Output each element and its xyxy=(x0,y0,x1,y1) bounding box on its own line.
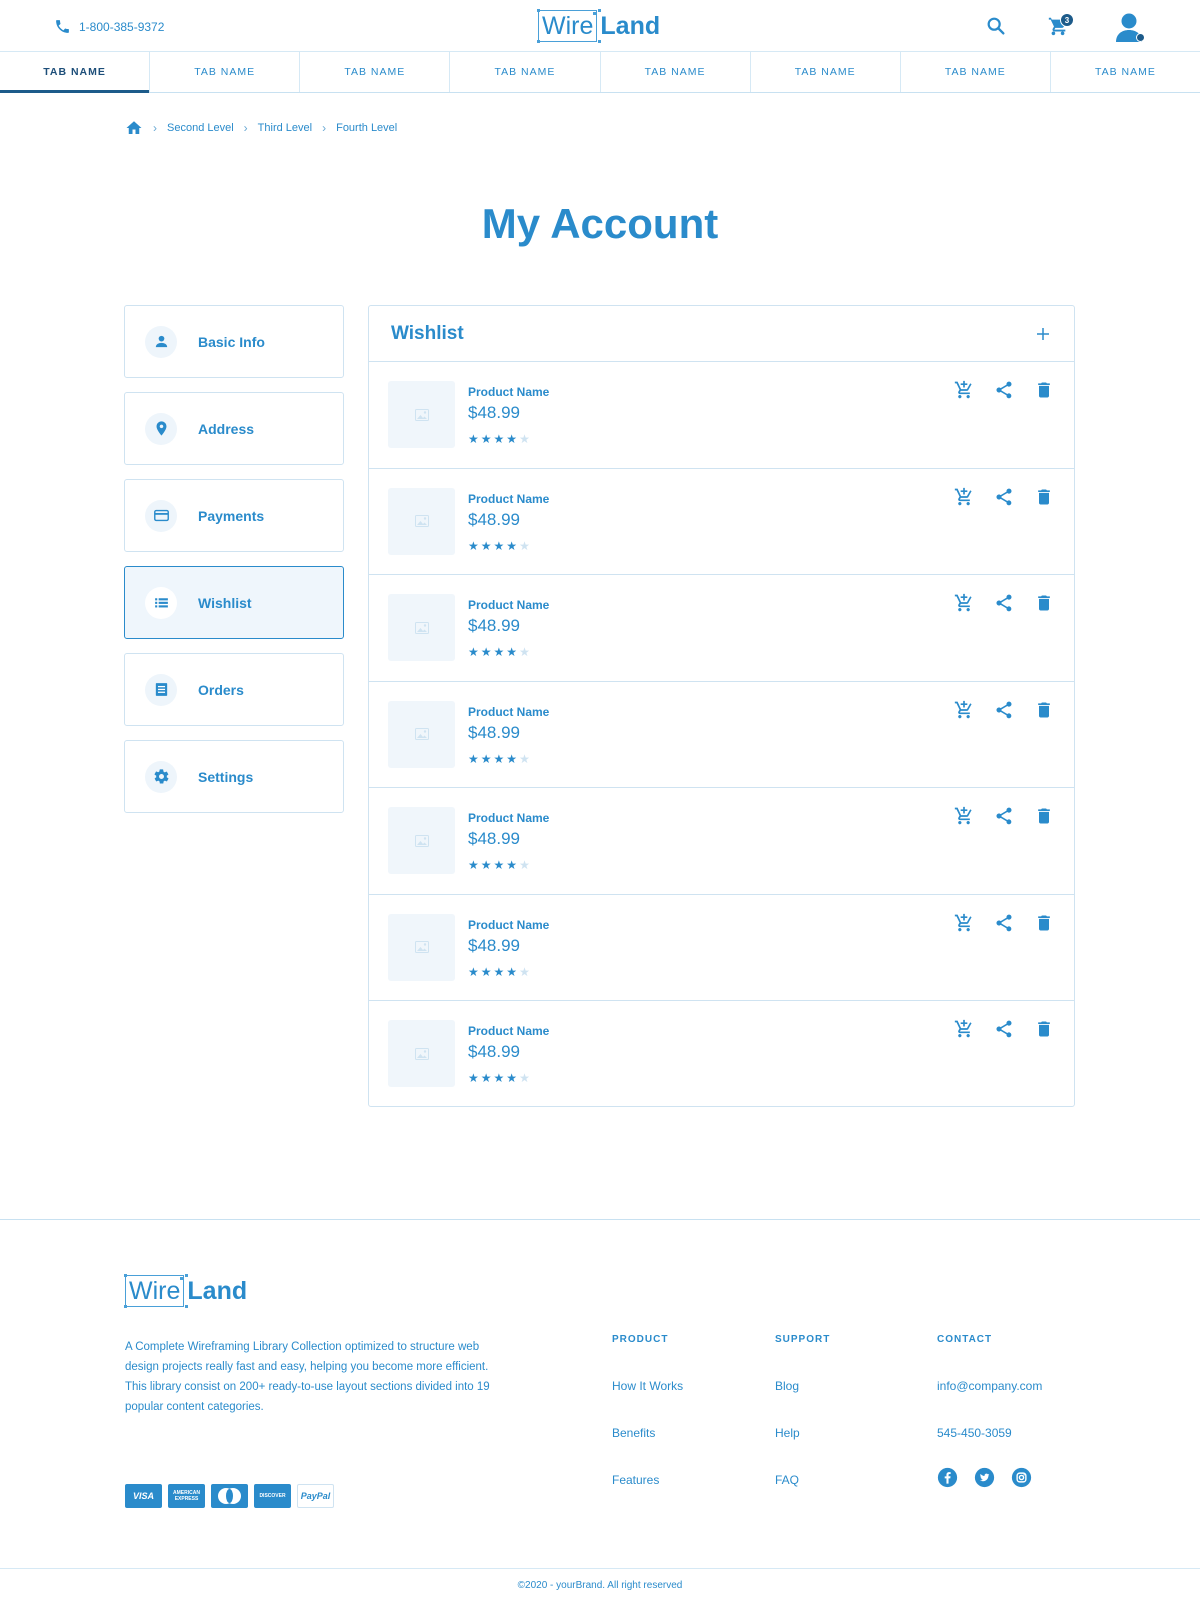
wishlist-item xyxy=(369,469,1074,576)
product-name[interactable]: Product Name xyxy=(468,917,550,932)
footer-column-heading: PRODUCT xyxy=(612,1334,669,1345)
trash-icon[interactable] xyxy=(1034,593,1054,613)
rating-star-icon: ★ xyxy=(480,538,492,553)
product-price: $48.99 xyxy=(468,1042,520,1061)
rating-star-icon: ★ xyxy=(506,538,518,553)
product-thumbnail[interactable] xyxy=(388,914,455,981)
wishlist-item xyxy=(369,1001,1074,1108)
trash-icon[interactable] xyxy=(1034,1019,1054,1039)
rating-star-icon: ★ xyxy=(468,751,479,766)
image-placeholder-icon xyxy=(415,835,429,847)
rating-star-icon: ★ xyxy=(493,538,505,553)
phone-contact[interactable] xyxy=(54,18,164,35)
product-price: $48.99 xyxy=(468,829,520,848)
page-title: My Account xyxy=(481,200,719,247)
home-icon[interactable] xyxy=(125,119,143,137)
credit-card-icon xyxy=(145,500,177,532)
rating-star-icon: ★ xyxy=(468,858,479,872)
tab-7[interactable]: TAB NAME xyxy=(901,52,1051,92)
rating-star-icon: ★ xyxy=(480,645,492,659)
footer-contact-email[interactable]: info@company.com xyxy=(937,1379,1043,1393)
footer-product-column xyxy=(612,1334,683,1520)
rating-star-icon: ★ xyxy=(519,645,530,659)
product-rating xyxy=(468,1072,530,1084)
product-thumbnail[interactable] xyxy=(388,1020,455,1087)
product-name[interactable]: Product Name xyxy=(468,385,550,399)
breadcrumb-separator: › xyxy=(243,121,248,135)
footer-logo-wire-text: Wire xyxy=(125,1275,184,1307)
location-pin-icon xyxy=(145,413,177,445)
menu-label: Basic Info xyxy=(198,333,265,350)
item-actions xyxy=(954,593,1054,613)
tab-8[interactable]: TAB NAME xyxy=(1094,66,1156,78)
product-rating xyxy=(468,540,530,552)
person-icon xyxy=(145,326,177,358)
image-placeholder-icon xyxy=(415,409,429,421)
tab-4[interactable]: TAB NAME xyxy=(450,52,600,92)
product-thumbnail[interactable] xyxy=(388,701,455,768)
breadcrumb xyxy=(125,119,397,137)
add-to-cart-icon[interactable] xyxy=(954,700,974,720)
rating-star-icon: ★ xyxy=(493,964,505,979)
wishlist-item xyxy=(369,895,1074,1002)
trash-icon[interactable] xyxy=(1034,913,1054,933)
rating-star-icon: ★ xyxy=(468,964,479,979)
item-actions xyxy=(954,806,1054,826)
product-name[interactable]: Product Name xyxy=(468,598,550,612)
product-price: $48.99 xyxy=(468,935,520,955)
product-rating xyxy=(468,433,530,445)
phone-icon xyxy=(54,18,71,35)
breadcrumb-second-level[interactable]: Second Level xyxy=(167,122,234,134)
share-icon[interactable] xyxy=(994,593,1014,613)
product-rating xyxy=(468,753,530,765)
trash-icon[interactable] xyxy=(1034,487,1054,507)
product-price: $48.99 xyxy=(468,403,520,422)
menu-item-basic-info[interactable] xyxy=(124,305,344,378)
trash-icon[interactable] xyxy=(1034,806,1054,826)
wishlist-item xyxy=(369,788,1074,895)
share-icon[interactable] xyxy=(994,700,1014,720)
rating-star-icon: ★ xyxy=(506,964,518,979)
add-to-cart-icon[interactable] xyxy=(954,1019,974,1039)
product-price: $48.99 xyxy=(468,722,520,742)
rating-star-icon: ★ xyxy=(493,751,505,766)
image-placeholder-icon xyxy=(415,622,429,634)
instagram-icon[interactable] xyxy=(1011,1467,1032,1488)
footer-contact-phone[interactable]: 545-450-3059 xyxy=(937,1426,1012,1440)
item-actions xyxy=(954,380,1054,400)
add-to-cart-icon[interactable] xyxy=(954,806,974,826)
rating-star-icon: ★ xyxy=(468,1071,479,1085)
mastercard-icon xyxy=(211,1484,248,1508)
image-placeholder-icon xyxy=(415,1048,429,1060)
wishlist-panel xyxy=(368,305,1075,1107)
footer-column-heading: SUPPORT xyxy=(775,1334,831,1345)
breadcrumb-third-level[interactable]: Third Level xyxy=(257,122,313,134)
rating-star-icon: ★ xyxy=(519,432,530,446)
menu-item-settings[interactable] xyxy=(124,740,344,813)
rating-star-icon: ★ xyxy=(493,645,505,659)
tab-1[interactable]: TAB NAME xyxy=(0,52,150,92)
rating-star-icon: ★ xyxy=(493,1071,505,1085)
add-to-cart-icon[interactable] xyxy=(954,487,974,507)
footer-description: A Complete Wireframing Library Collection optimized to structure web design projects really fast and easy, helping you become more efficient. This library consist on 200+ ready-to-use layout sections divided into 19 popular content categories. xyxy=(125,1341,490,1413)
phone-number: 1-800-385-9372 xyxy=(79,19,165,34)
rating-star-icon: ★ xyxy=(519,538,530,553)
facebook-icon[interactable] xyxy=(937,1467,958,1488)
product-rating xyxy=(468,646,530,658)
amex-card-icon: AMERICAN EXPRESS xyxy=(168,1484,205,1508)
footer xyxy=(0,1219,1200,1601)
footer-link-faq[interactable]: FAQ xyxy=(775,1473,800,1487)
image-placeholder-icon xyxy=(415,515,429,527)
wishlist-items xyxy=(369,362,1074,1108)
payment-methods xyxy=(125,1484,334,1508)
wishlist-item xyxy=(369,362,1074,469)
product-thumbnail[interactable] xyxy=(388,381,455,448)
footer-link-help[interactable]: Help xyxy=(775,1426,800,1440)
item-actions xyxy=(954,1019,1054,1039)
paypal-icon: PayPal xyxy=(297,1484,334,1508)
rating-star-icon: ★ xyxy=(506,858,518,872)
footer-logo-land-text: Land xyxy=(187,1277,248,1305)
gear-icon xyxy=(145,761,177,793)
logo-wire-text: Wire xyxy=(538,10,597,42)
image-placeholder-icon xyxy=(415,941,429,953)
menu-label: Settings xyxy=(198,768,254,785)
image-placeholder-icon xyxy=(415,728,429,740)
item-actions xyxy=(954,700,1054,720)
rating-star-icon: ★ xyxy=(480,751,492,766)
wishlist-header xyxy=(369,306,1074,362)
online-status-dot xyxy=(1136,33,1145,42)
trash-icon[interactable] xyxy=(1034,380,1054,400)
breadcrumb-fourth-level[interactable]: Fourth Level xyxy=(336,122,398,134)
product-price: $48.99 xyxy=(468,509,520,529)
rating-star-icon: ★ xyxy=(468,645,479,659)
tab-5[interactable]: TAB NAME xyxy=(601,52,751,92)
footer-link-benefits[interactable]: Benefits xyxy=(612,1426,656,1440)
product-thumbnail[interactable] xyxy=(388,807,455,874)
wishlist-item xyxy=(369,682,1074,789)
share-icon[interactable] xyxy=(994,1019,1014,1039)
rating-star-icon: ★ xyxy=(506,751,518,766)
breadcrumb-separator: › xyxy=(322,121,327,135)
add-to-cart-icon[interactable] xyxy=(954,593,974,613)
add-to-cart-icon[interactable] xyxy=(954,913,974,933)
product-thumbnail[interactable] xyxy=(388,488,455,555)
product-price: $48.99 xyxy=(468,616,520,635)
product-rating xyxy=(468,966,530,978)
twitter-icon[interactable] xyxy=(974,1467,995,1488)
footer-link-blog[interactable]: Blog xyxy=(775,1379,800,1393)
menu-label: Address xyxy=(198,420,255,437)
menu-item-payments[interactable] xyxy=(124,479,344,552)
brand-logo[interactable] xyxy=(538,10,660,42)
menu-item-wishlist[interactable] xyxy=(124,566,344,639)
visa-card-icon: VISA xyxy=(125,1484,162,1508)
rating-star-icon: ★ xyxy=(468,538,479,553)
account-side-menu xyxy=(124,305,344,827)
rating-star-icon: ★ xyxy=(506,432,518,446)
cart-count-badge: 3 xyxy=(1060,13,1074,27)
rating-star-icon: ★ xyxy=(468,432,479,446)
trash-icon[interactable] xyxy=(1034,700,1054,720)
tab-6[interactable]: TAB NAME xyxy=(751,52,901,92)
menu-label: Orders xyxy=(198,681,244,698)
menu-label: Payments xyxy=(198,507,265,524)
share-icon[interactable] xyxy=(994,487,1014,507)
breadcrumb-separator: › xyxy=(153,121,157,135)
rating-star-icon: ★ xyxy=(480,858,492,872)
document-icon xyxy=(145,674,177,706)
discover-card-icon: DISCOVER xyxy=(254,1484,291,1508)
top-header xyxy=(0,0,1200,52)
share-icon[interactable] xyxy=(994,806,1014,826)
rating-star-icon: ★ xyxy=(519,964,530,979)
rating-star-icon: ★ xyxy=(506,645,518,659)
social-links xyxy=(937,1467,1042,1488)
item-actions xyxy=(954,913,1054,933)
footer-contact-column xyxy=(937,1334,1042,1488)
menu-item-address[interactable] xyxy=(124,392,344,465)
tab-3[interactable]: TAB NAME xyxy=(300,52,450,92)
product-name[interactable]: Product Name xyxy=(468,811,550,825)
item-actions xyxy=(954,487,1054,507)
footer-logo[interactable] xyxy=(125,1275,247,1307)
footer-link-features[interactable]: Features xyxy=(612,1473,660,1487)
rating-star-icon: ★ xyxy=(519,751,530,766)
add-to-cart-icon[interactable] xyxy=(954,380,974,400)
search-icon[interactable] xyxy=(985,15,1007,37)
list-icon xyxy=(145,587,177,619)
share-icon[interactable] xyxy=(994,380,1014,400)
footer-column-heading: CONTACT xyxy=(937,1334,993,1345)
footer-link-how-it-works[interactable]: How It Works xyxy=(612,1379,684,1393)
wishlist-title: Wishlist xyxy=(391,322,464,344)
copyright-bar xyxy=(0,1568,1200,1601)
product-name[interactable]: Product Name xyxy=(468,704,550,719)
product-rating xyxy=(468,859,530,871)
product-thumbnail[interactable] xyxy=(388,594,455,661)
logo-land-text: Land xyxy=(600,12,661,40)
rating-star-icon: ★ xyxy=(519,1071,530,1085)
menu-item-orders[interactable] xyxy=(124,653,344,726)
plus-icon[interactable] xyxy=(1034,325,1052,343)
share-icon[interactable] xyxy=(994,913,1014,933)
menu-label: Wishlist xyxy=(198,594,252,611)
copyright-text: ©2020 - yourBrand. All right reserved xyxy=(517,1580,683,1591)
rating-star-icon: ★ xyxy=(480,964,492,979)
rating-star-icon: ★ xyxy=(519,858,530,872)
rating-star-icon: ★ xyxy=(493,858,505,872)
rating-star-icon: ★ xyxy=(480,1071,492,1085)
tab-2[interactable]: TAB NAME xyxy=(150,52,300,92)
footer-support-column xyxy=(775,1334,830,1520)
product-name[interactable]: Product Name xyxy=(468,491,550,506)
rating-star-icon: ★ xyxy=(506,1071,518,1085)
rating-star-icon: ★ xyxy=(480,432,492,446)
product-name[interactable]: Product Name xyxy=(468,1024,550,1038)
main-tabs xyxy=(0,52,1200,93)
rating-star-icon: ★ xyxy=(493,432,505,446)
wishlist-item xyxy=(369,575,1074,682)
